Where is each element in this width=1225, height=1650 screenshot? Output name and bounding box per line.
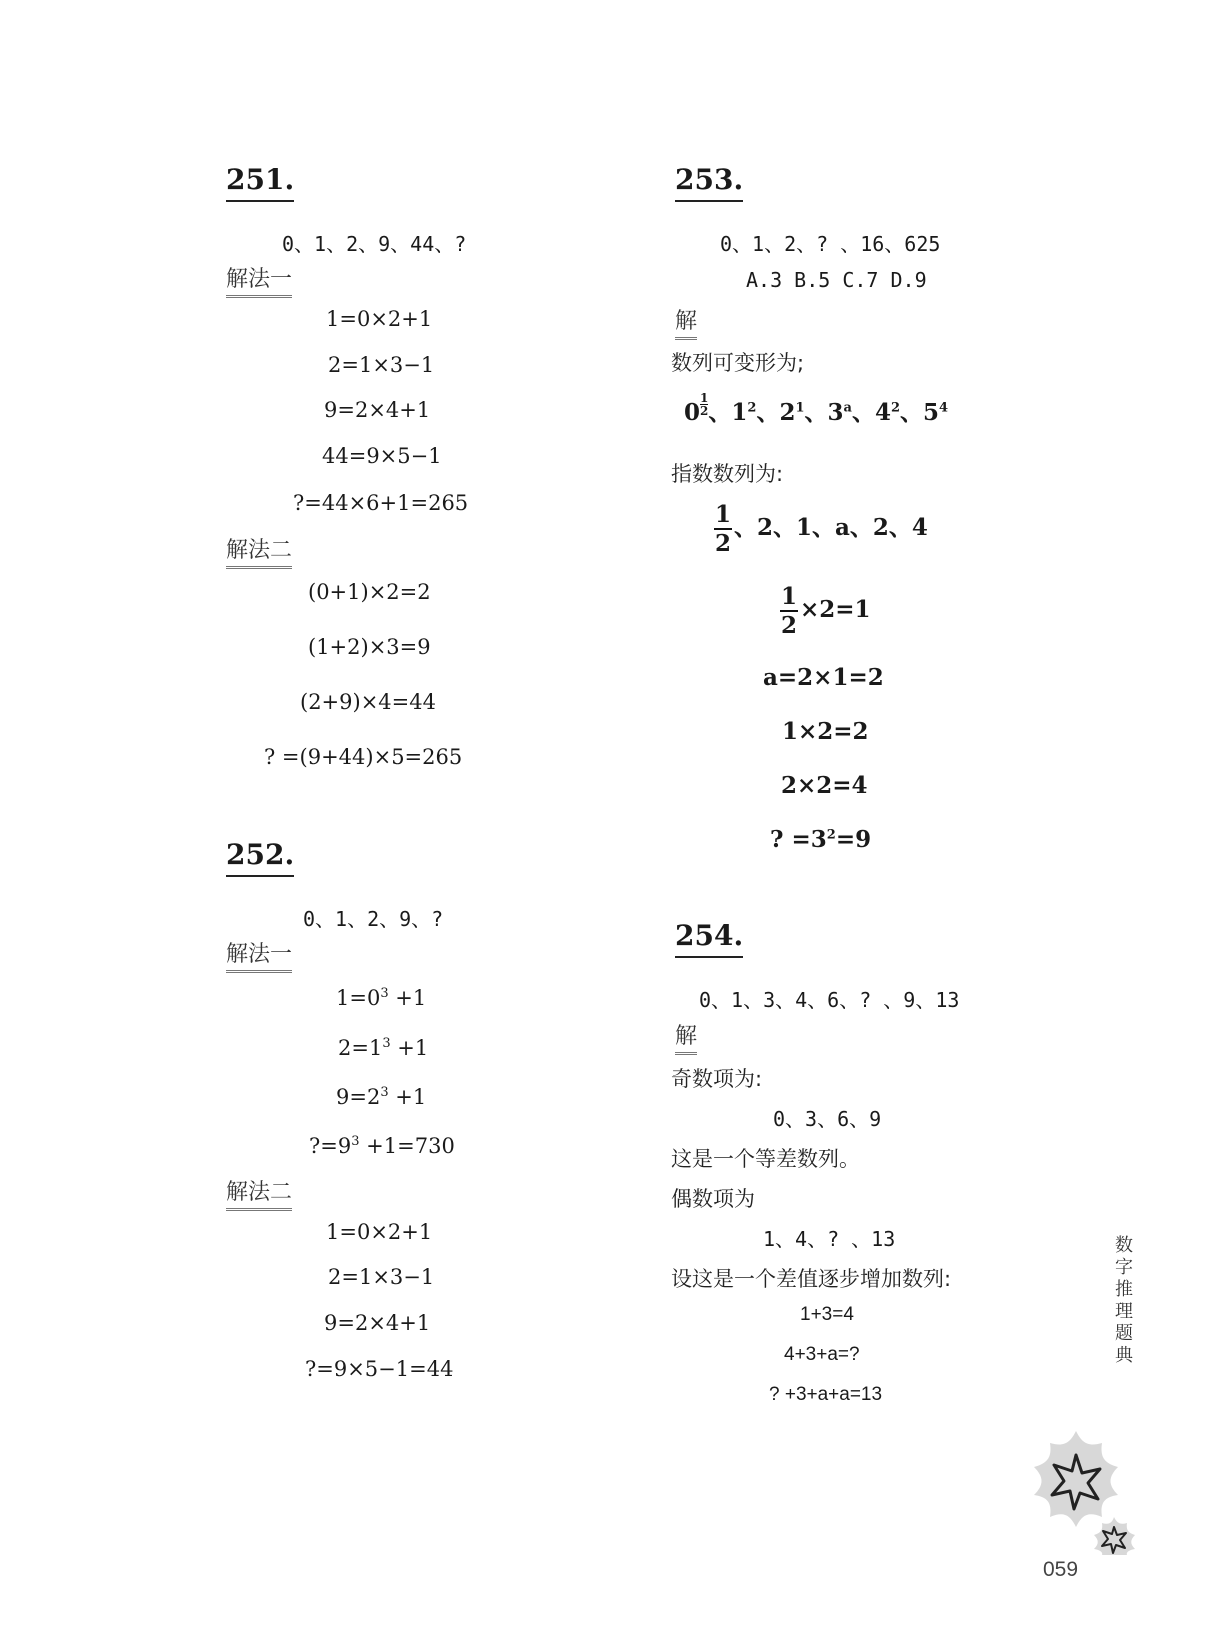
problem-number-254: 254. <box>675 918 743 958</box>
sequence-251: 0、1、2、9、44、? <box>282 232 467 256</box>
equation: ? $=3^2=9$ <box>770 826 872 853</box>
side-book-title: 数 字 推 理 题 典 <box>1115 1235 1133 1366</box>
equation: a=2×1=2 <box>763 664 884 691</box>
method-heading: 解法一 <box>226 266 292 298</box>
equation: 2=1×3−1 <box>328 353 435 377</box>
equation: ?=9×5−1=44 <box>305 1357 454 1381</box>
sequence-254: 0、1、3、4、6、? 、9、13 <box>699 988 960 1012</box>
method-heading: 解法二 <box>226 1179 292 1211</box>
sequence-253: 0、1、2、? 、16、625 <box>720 232 941 256</box>
sequence-252: 0、1、2、9、? <box>303 907 444 931</box>
text-line: 偶数项为 <box>671 1187 755 1211</box>
equation: 1+3=4 <box>800 1304 854 1325</box>
method-heading: 解法二 <box>226 537 292 569</box>
equation: $\frac{1}{2}$ ×2=1 <box>781 583 871 639</box>
equation: $?=9^3 +1=730$ <box>309 1134 455 1158</box>
equation: $9=2^3 +1$ <box>336 1085 427 1109</box>
equation: ? +3+a+a=13 <box>769 1384 883 1405</box>
power-sequence: 0 $^{\frac{1}{2}}$ 、$1^2$、$2^1$、3$^a$、$4^2$、$5^4$ <box>684 391 949 426</box>
exponent-sequence: $\frac{1}{2}$ 、2、1、a、2、4 <box>715 501 928 557</box>
equation: $1=0^3 +1$ <box>336 986 427 1010</box>
odd-terms: 0、3、6、9 <box>773 1107 882 1131</box>
solution-heading: 解 <box>675 1023 697 1055</box>
equation: 2=1×3−1 <box>328 1265 435 1289</box>
even-terms: 1、4、? 、13 <box>763 1227 896 1251</box>
equation: (1+2)×3=9 <box>308 635 431 659</box>
equation: ?=44×6+1=265 <box>293 491 469 515</box>
equation: 1=0×2+1 <box>326 307 433 331</box>
text-line: 这是一个等差数列。 <box>671 1147 860 1171</box>
text-line: 奇数项为: <box>671 1067 763 1091</box>
equation: ? =(9+44)×5=265 <box>264 745 463 769</box>
equation: $2=1^3 +1$ <box>338 1036 429 1060</box>
equation: 4+3+a=? <box>784 1344 860 1365</box>
problem-number-252: 252. <box>226 837 294 877</box>
solution-heading: 解 <box>675 308 697 340</box>
equation: (2+9)×4=44 <box>300 690 436 714</box>
text-line: 设这是一个差值逐步增加数列: <box>671 1267 952 1291</box>
equation: 1×2=2 <box>782 718 869 745</box>
equation: 2×2=4 <box>781 772 868 799</box>
problem-number-253: 253. <box>675 162 743 202</box>
problem-number-251: 251. <box>226 162 294 202</box>
answer-options: A.3 B.5 C.7 D.9 <box>746 268 927 292</box>
equation: 9=2×4+1 <box>324 1311 431 1335</box>
star-decoration-icon <box>1022 1425 1142 1555</box>
page-number: 059 <box>1043 1558 1079 1581</box>
text-line: 指数数列为: <box>671 462 784 486</box>
equation: 44=9×5−1 <box>322 444 442 468</box>
equation: (0+1)×2=2 <box>308 580 431 604</box>
text-line: 数列可变形为; <box>671 351 805 375</box>
method-heading: 解法一 <box>226 941 292 973</box>
equation: 1=0×2+1 <box>326 1220 433 1244</box>
equation: 9=2×4+1 <box>324 398 431 422</box>
